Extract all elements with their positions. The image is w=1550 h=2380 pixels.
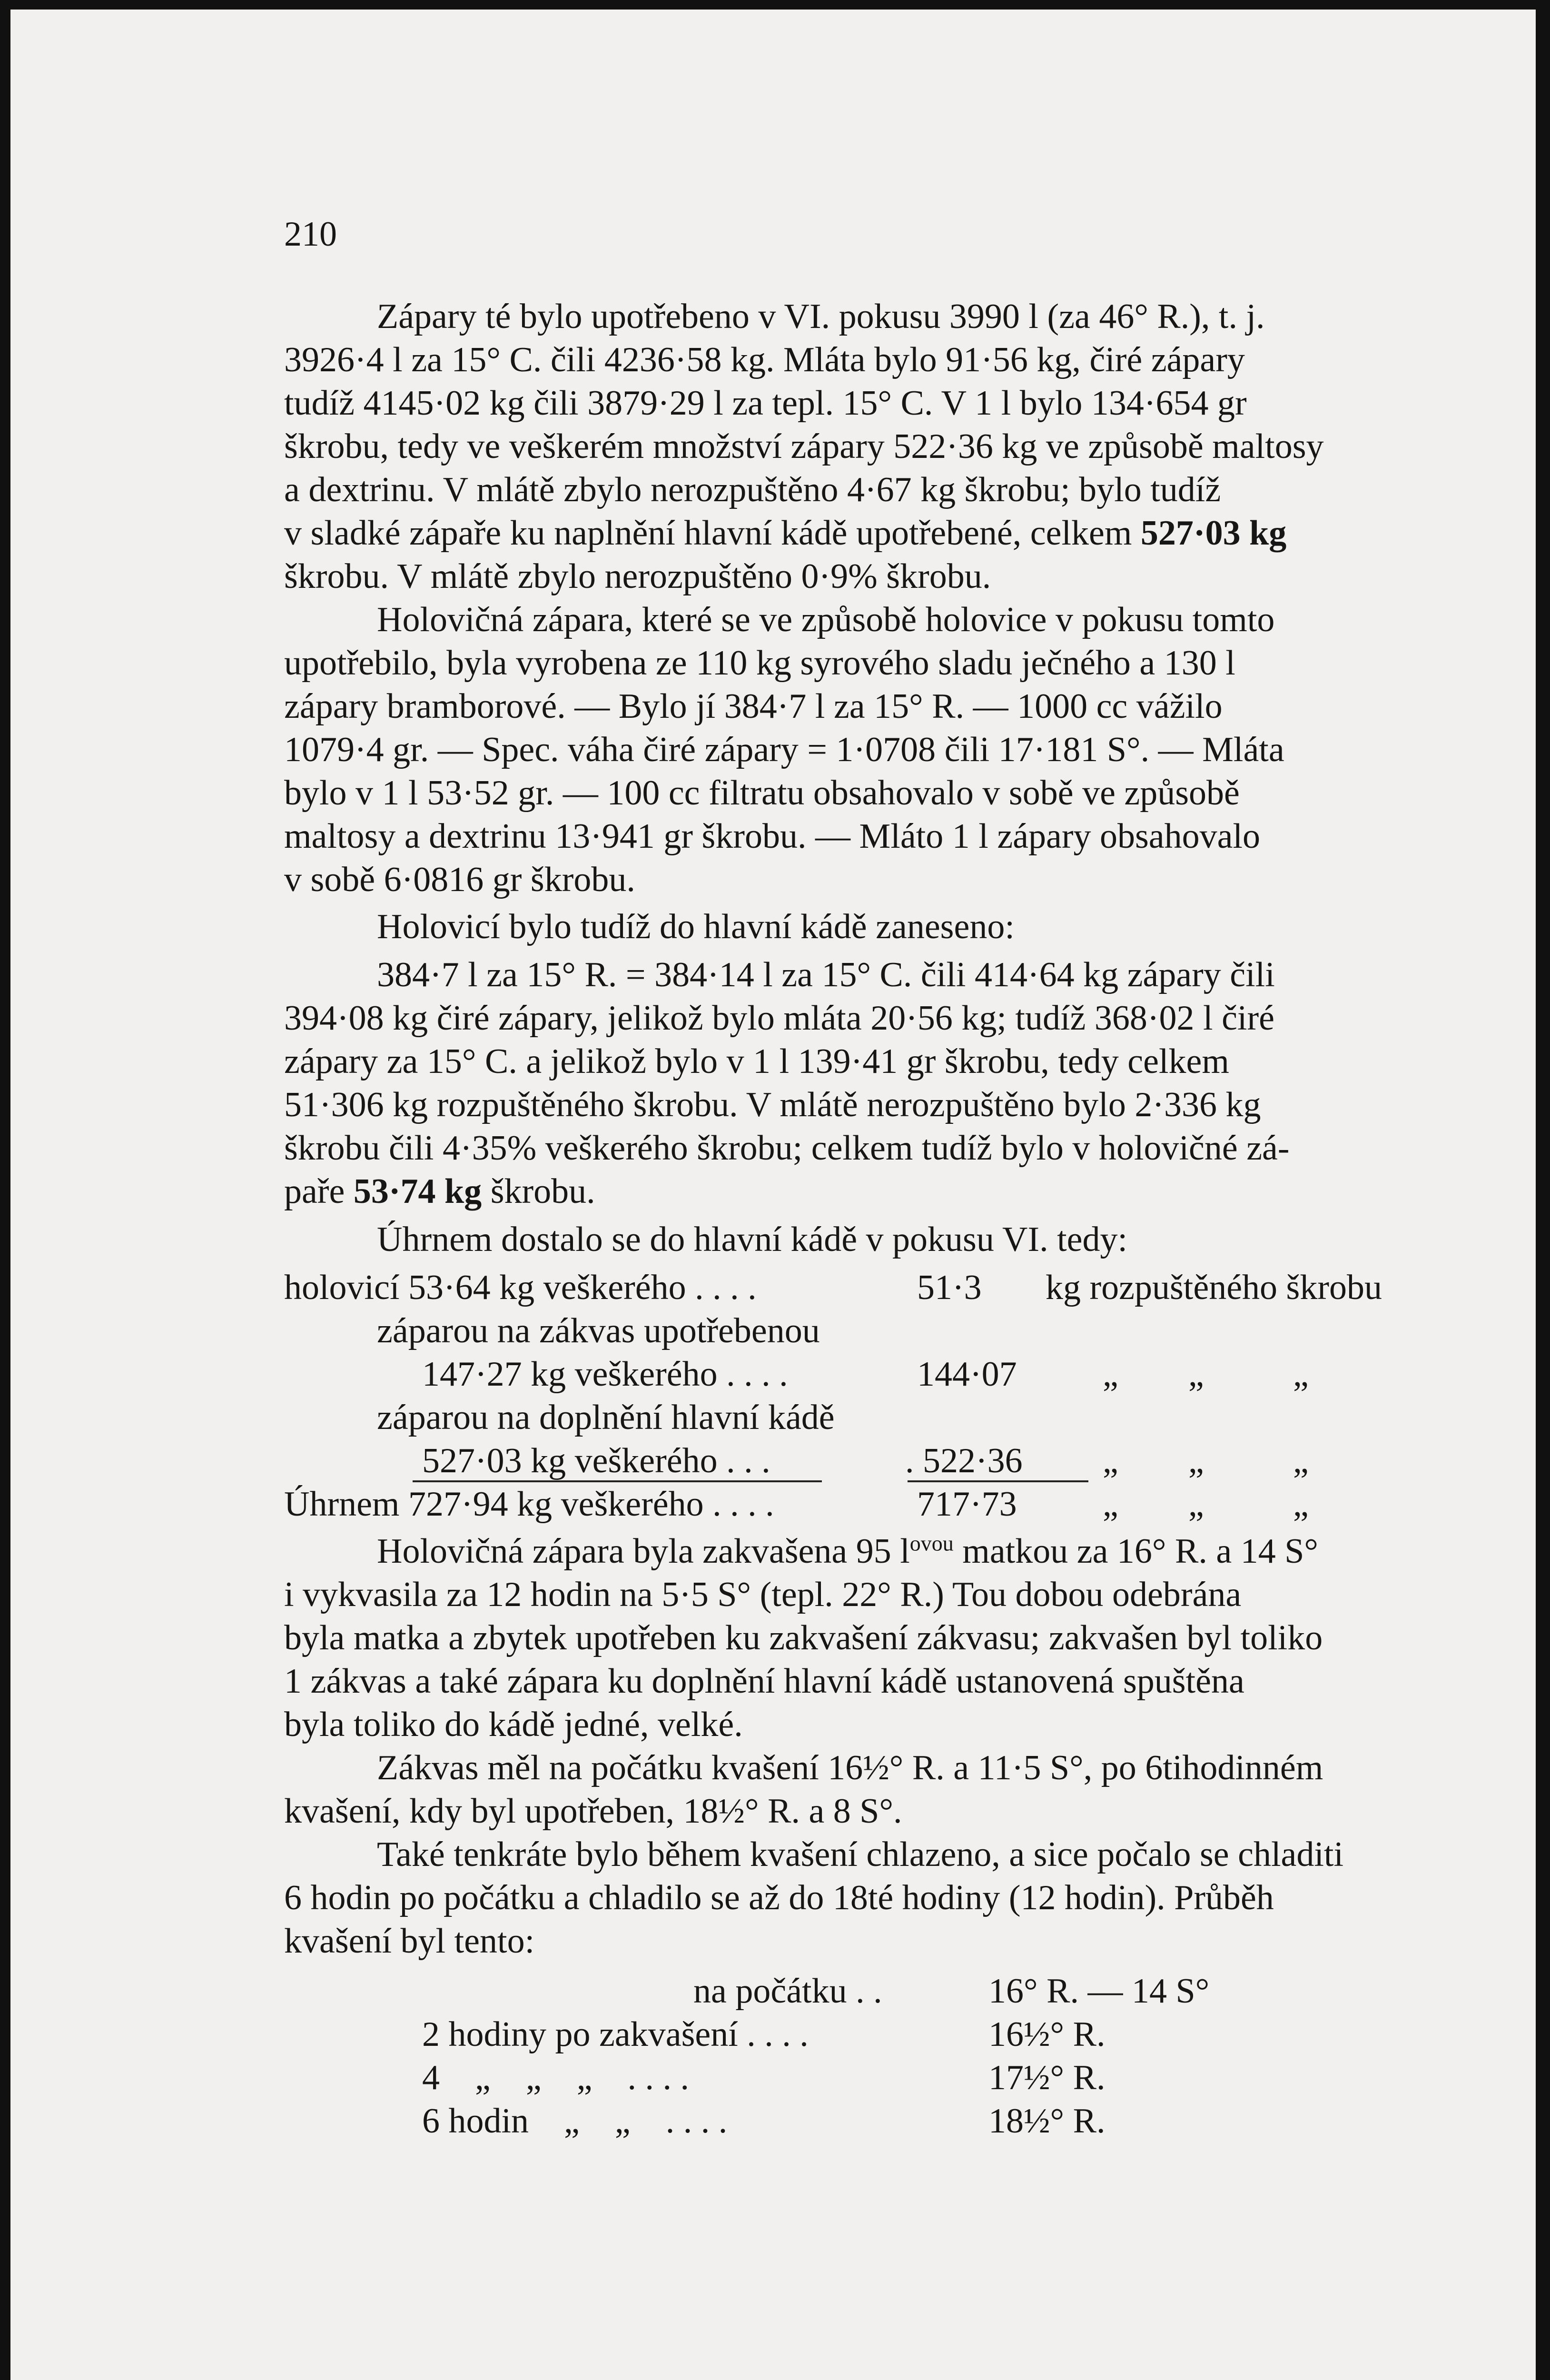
course-label: na počátku . . (693, 1972, 882, 2011)
text-line: Holovicí bylo tudíž do hlavní kádě zaneseno: (377, 907, 1015, 946)
summary-row-zakvas (284, 1353, 1419, 1396)
summary-label: holovicí 53·64 kg veškerého . . . . (284, 1268, 757, 1307)
text-line: Zápary té bylo upotřebeno v VI. pokusu 3990 l (za 46° R.), t. j. (377, 297, 1265, 336)
paragraph-holovice-calc (284, 953, 1419, 1213)
summary-row-zakvas-title (284, 1309, 1419, 1353)
course-row (284, 2100, 1419, 2143)
ditto-mark: „ (1103, 1355, 1118, 1394)
summary-label: 527·03 kg veškerého . . . (422, 1441, 770, 1480)
ditto-mark: „ (1188, 1355, 1204, 1394)
text-line: škrobu čili 4·35% veškerého škrobu; celkem tudíž bylo v holovičné zá- (284, 1129, 1290, 1168)
summary-row-holovice (284, 1266, 1419, 1309)
summary-label: 147·27 kg veškerého . . . . (422, 1355, 788, 1394)
text-run: v sladké zápaře ku naplnění hlavní kádě upotřebené, celkem (284, 514, 1132, 553)
text-line: a dextrinu. V mlátě zbylo nerozpuštěno 4·67 kg škrobu; bylo tudíž (284, 470, 1221, 509)
ditto-mark: „ (1293, 1355, 1309, 1394)
paragraph-holovicna-zapara (284, 598, 1419, 902)
text-run: škrobu. (490, 1172, 595, 1211)
text-line-with-sup (284, 1530, 1419, 1573)
summary-value: 51·3 (917, 1268, 982, 1307)
text-line: 6 hodin po počátku a chladilo se až do 18té hodiny (12 hodin). Průběh (284, 1878, 1274, 1917)
ditto-mark: „ (1188, 1485, 1204, 1524)
text-line: i vykvasila za 12 hodin na 5·5 S° (tepl. 22° R.) Tou dobou odebrána (284, 1575, 1242, 1614)
paragraph-cooling (284, 1833, 1419, 1963)
course-label: 2 hodiny po zakvašení . . . . (422, 2015, 809, 2054)
text-run: paře (284, 1172, 345, 1211)
course-value: 16½° R. (988, 2015, 1106, 2054)
ditto-mark: „ (1293, 1485, 1309, 1524)
text-run: Holovičná zápara byla zakvašena 95 l (377, 1532, 910, 1571)
text-line: 1 zákvas a také zápara ku doplnění hlavní kádě ustanovená spuštěna (284, 1662, 1244, 1701)
summary-label: záparou na zákvas upotřebenou (377, 1311, 820, 1350)
ditto-mark: „ (1103, 1441, 1118, 1480)
text-line-with-bold (284, 512, 1419, 555)
summary-value: 144·07 (917, 1355, 1017, 1394)
summary-table (284, 1266, 1419, 1526)
paragraph-zapary-usage (284, 295, 1419, 598)
text-line: zápary za 15° C. a jelikož bylo v 1 l 139·41 gr škrobu, tedy celkem (284, 1042, 1229, 1081)
paragraph-summary-heading (284, 1218, 1419, 1261)
text-line: maltosy a dextrinu 13·941 gr škrobu. — Mláto 1 l zápary obsahovalo (284, 817, 1261, 856)
text-line: Také tenkráte bylo během kvašení chlazeno, a sice počalo se chladiti (377, 1835, 1344, 1874)
text-line: škrobu. V mlátě zbylo nerozpuštěno 0·9% škrobu. (284, 557, 991, 596)
text-line: škrobu, tedy ve veškerém množství zápary 522·36 kg ve způsobě maltosy (284, 427, 1324, 466)
sum-rule-right (908, 1480, 1088, 1482)
summary-label: Úhrnem 727·94 kg veškerého . . . . (284, 1485, 774, 1524)
sum-rule-left (413, 1480, 822, 1482)
text-line: kvašení byl tento: (284, 1922, 535, 1961)
text-line-with-bold (284, 1170, 1419, 1213)
course-row (284, 2056, 1419, 2100)
ditto-mark: „ (1188, 1441, 1204, 1480)
bold-total-starch: 527·03 kg (1140, 514, 1287, 553)
course-row (284, 1970, 1419, 2013)
paragraph-holovice-heading (284, 905, 1419, 949)
course-label: 4 „ „ „ . . . . (422, 2058, 690, 2097)
text-line: bylo v 1 l 53·52 gr. — 100 cc filtratu obsahovalo v sobě ve způsobě (284, 774, 1240, 813)
text-run: matkou za 16° R. a 14 S° (962, 1532, 1318, 1571)
text-line: 394·08 kg čiré zápary, jelikož bylo mláta 20·56 kg; tudíž 368·02 l čiré (284, 999, 1274, 1038)
summary-row-total (284, 1483, 1419, 1526)
summary-row-doplneni-title (284, 1396, 1419, 1439)
bold-holovice-starch: 53·74 kg (353, 1172, 482, 1211)
ditto-mark: „ (1293, 1441, 1309, 1480)
course-value: 18½° R. (988, 2102, 1106, 2141)
course-label: 6 hodin „ „ . . . . (422, 2102, 728, 2141)
book-page (10, 10, 1536, 2380)
paragraph-zakvas (284, 1746, 1419, 1833)
page-number: 210 (284, 215, 337, 254)
text-line: 1079·4 gr. — Spec. váha čiré zápary = 1·0708 čili 17·181 S°. — Mláta (284, 730, 1284, 769)
paragraph-fermentation (284, 1530, 1419, 1746)
text-line: zápary bramborové. — Bylo jí 384·7 l za 15° R. — 1000 cc vážilo (284, 687, 1223, 726)
text-column (284, 295, 1419, 2143)
summary-label: záparou na doplnění hlavní kádě (377, 1398, 835, 1437)
text-line: upotřebilo, byla vyrobena ze 110 kg syrového sladu ječného a 130 l (284, 644, 1235, 683)
summary-row-doplneni (284, 1439, 1419, 1483)
fermentation-course-table (284, 1970, 1419, 2143)
text-line: kvašení, kdy byl upotřeben, 18½° R. a 8 S°. (284, 1792, 902, 1831)
text-line: byla toliko do kádě jedné, velké. (284, 1705, 743, 1744)
summary-unit: kg rozpuštěného škrobu (1046, 1268, 1382, 1307)
superscript: ovou (909, 1531, 954, 1556)
course-row (284, 2013, 1419, 2056)
text-line: Zákvas měl na počátku kvašení 16½° R. a 11·5 S°, po 6tihodinném (377, 1748, 1323, 1787)
summary-value: . 522·36 (905, 1441, 1023, 1480)
text-line: Úhrnem dostalo se do hlavní kádě v pokusu VI. tedy: (377, 1220, 1128, 1259)
text-line: 51·306 kg rozpuštěného škrobu. V mlátě nerozpuštěno bylo 2·336 kg (284, 1085, 1261, 1124)
summary-value: 717·73 (917, 1485, 1017, 1524)
ditto-mark: „ (1103, 1485, 1118, 1524)
course-value: 17½° R. (988, 2058, 1106, 2097)
course-value: 16° R. — 14 S° (988, 1972, 1210, 2011)
text-line: byla matka a zbytek upotřeben ku zakvašení zákvasu; zakvašen byl toliko (284, 1618, 1323, 1657)
text-line: 3926·4 l za 15° C. čili 4236·58 kg. Mláta bylo 91·56 kg, čiré zápary (284, 340, 1245, 379)
text-line: tudíž 4145·02 kg čili 3879·29 l za tepl. 15° C. V 1 l bylo 134·654 gr (284, 384, 1247, 423)
text-line: v sobě 6·0816 gr škrobu. (284, 860, 635, 899)
text-line: Holovičná zápara, které se ve způsobě holovice v pokusu tomto (377, 600, 1275, 639)
text-line: 384·7 l za 15° R. = 384·14 l za 15° C. čili 414·64 kg zápary čili (377, 955, 1275, 994)
